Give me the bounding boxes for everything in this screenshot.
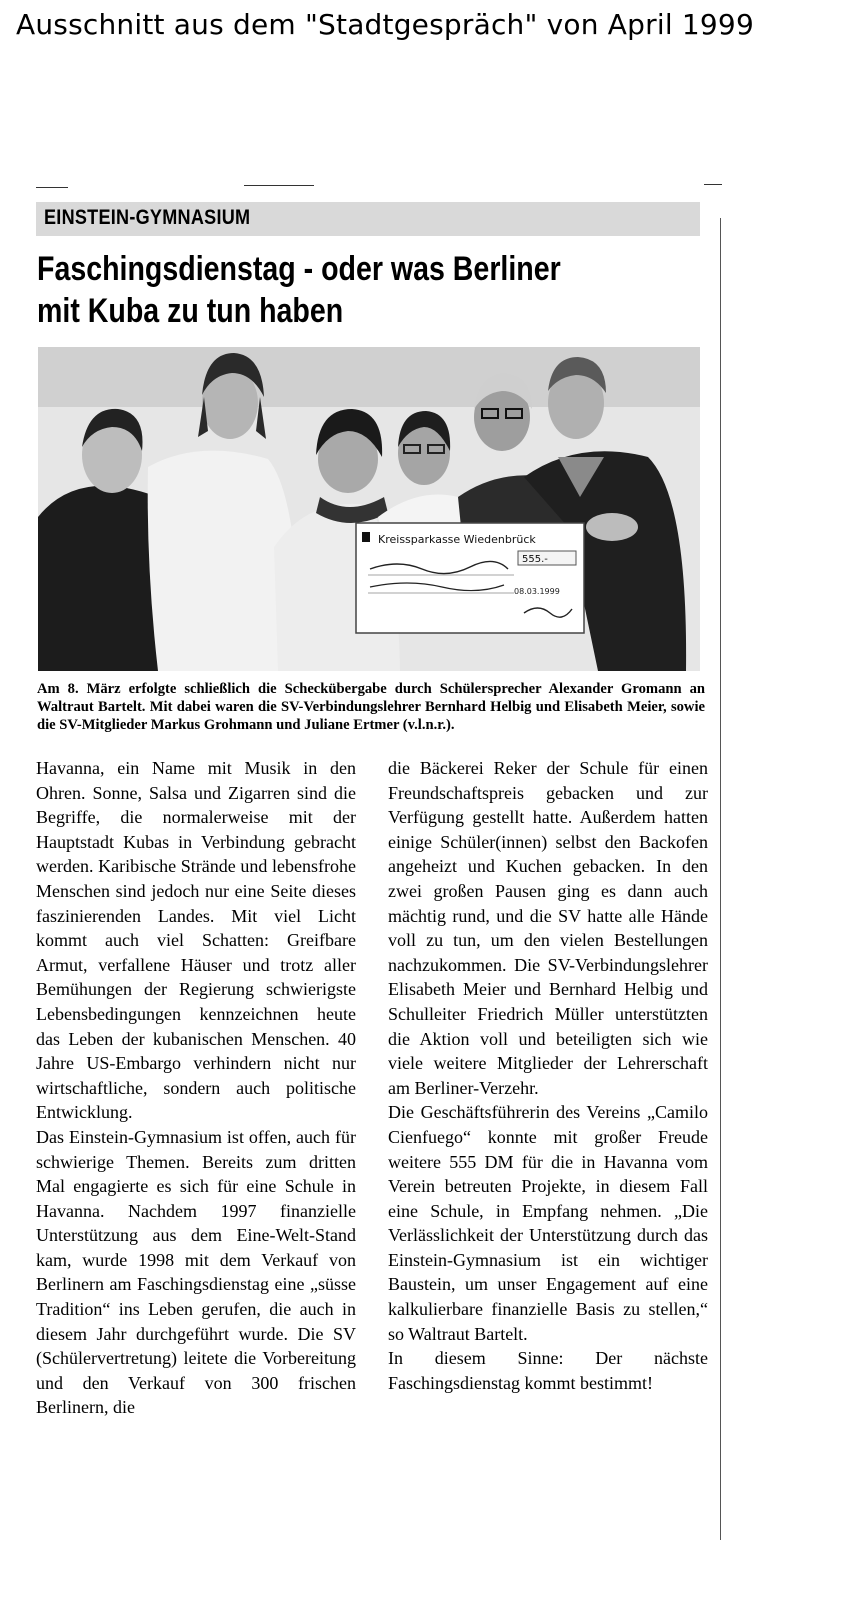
headline xyxy=(37,248,591,332)
column-2-paragraph-3: In diesem Sinne: Der nächste Faschingsdienstag kommt bestimmt! xyxy=(388,1348,708,1393)
headline-line-1: Faschingsdienstag - oder was Berliner xyxy=(37,250,561,288)
cheque-amount: 555.- xyxy=(522,554,548,565)
top-rule-right xyxy=(704,184,722,185)
photo-caption: Am 8. März erfolgte schließlich die Scheckübergabe durch Schülersprecher Alexander Gromann an Waltraut Bartelt. Mit dabei waren die SV-Verbindungslehrer Bernhard Helbig und Elisabeth Meier, sowie die SV-Mitglieder Markus Grohmann und Juliane Ertmer (v.l.n.r.). xyxy=(37,681,705,733)
column-1-paragraph-2: Das Einstein-Gymnasium ist offen, auch für schwierige Themen. Bereits zum dritten Mal engagierte es sich für eine Schule in Havanna. Nachdem 1997 finanzielle Unterstützung aus dem Eine-Welt-Stand kam, wurde 1998 mit dem Verkauf von Berlinern am Faschingsdienstag eine „süsse Tradition“ ins Leben gerufen, die auch in diesem Jahr durchgeführt wurde. Die SV (Schülervertretung) leitete die Vorbereitung und den Verkauf von 300 frischen Berlinern, die xyxy=(36,1126,356,1418)
article-column-1 xyxy=(36,756,356,1420)
top-rule-middle xyxy=(244,185,314,186)
page-header: Ausschnitt aus dem "Stadtgespräch" von April 1999 xyxy=(16,8,754,41)
article-column-2 xyxy=(388,756,708,1395)
section-band xyxy=(36,202,700,236)
headline-line-2: mit Kuba zu tun haben xyxy=(37,292,344,330)
article-photo xyxy=(38,347,700,671)
clipping-right-edge xyxy=(720,218,721,1540)
column-2-paragraph-2: Die Geschäftsführerin des Vereins „Camilo Cienfuego“ konnte mit großer Freude weitere 555 DM für die in Havanna vom Verein betreuten Projekte, in diesem Fall eine Schule, in Empfang nehmen. „Die Verlässlichkeit der Unterstützung durch das Einstein-Gymnasium ist ein wichtiger Baustein, um unser Engagement auf eine kalkulierbare finanzielle Basis zu stellen,“ so Waltraut Bartelt. xyxy=(388,1102,708,1344)
photo-illustration xyxy=(38,347,700,671)
section-label: EINSTEIN-GYMNASIUM xyxy=(44,206,251,229)
cheque-date: 08.03.1999 xyxy=(514,587,560,596)
top-rule-left xyxy=(36,187,68,188)
cheque-bank-name: Kreissparkasse Wiedenbrück xyxy=(378,533,536,546)
cheque xyxy=(356,523,584,633)
column-1-paragraph-1: Havanna, ein Name mit Musik in den Ohren. Sonne, Salsa und Zigarren sind die Begriffe, die normalerweise mit der Hauptstadt Kubas in Verbindung gebracht werden. Karibische Strände und lebensfrohe Menschen sind jedoch nur eine Seite dieses faszinierenden Landes. Mit viel Licht kommt auch viel Schatten: Greifbare Armut, verfallene Häuser und trotz aller Bemühungen der Regierung schwierigste Lebensbedingungen kennzeichnen heute das Leben der kubanischen Menschen. 40 Jahre US-Embargo verhindern nicht nur wirtschaftliche, sondern auch politische Entwicklung. xyxy=(36,758,356,1123)
column-2-paragraph-1: die Bäckerei Reker der Schule für einen Freundschaftspreis gebacken und zur Verfügung gestellt hatte. Außerdem hatten einige Schüler(innen) selbst den Backofen angeheizt und Kuchen gebacken. In den zwei großen Pausen ging es dann auch mächtig rund, und die SV hatte alle Hände voll zu tun, um den vielen Bestellungen nachzukommen. Die SV-Verbindungslehrer Elisabeth Meier und Bernhard Helbig und Schulleiter Friedrich Müller unterstützten die Aktion voll und beteiligten sich wie viele weitere Mitglieder der Lehrerschaft am Berliner-Verzehr. xyxy=(388,758,708,1098)
